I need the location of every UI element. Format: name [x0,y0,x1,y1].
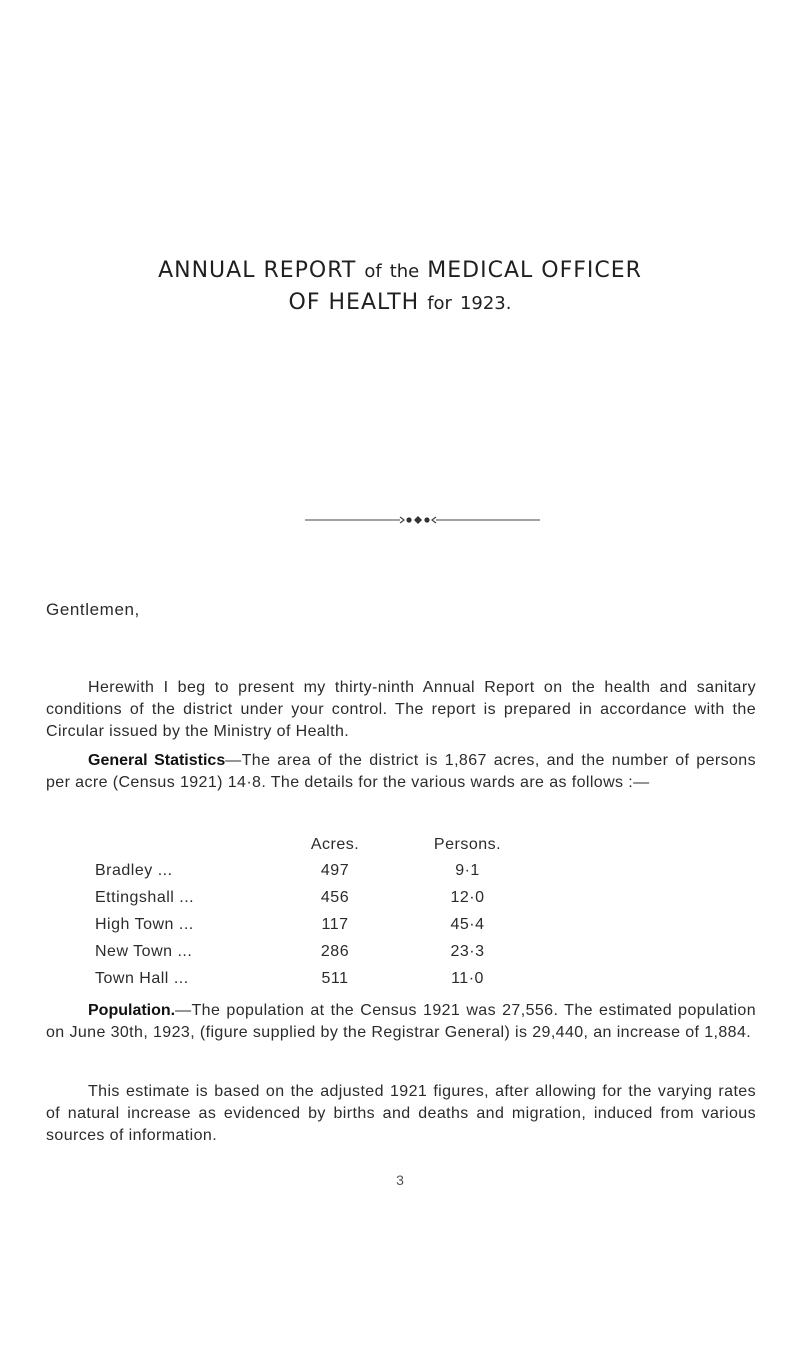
persons-cell: 9·1 [455,861,480,879]
acres-cell: 456 [320,888,350,906]
acres-cell: 117 [321,915,349,933]
acres-cell: 511 [321,969,349,987]
column-header-ward [95,833,280,857]
population-text: —The population at the Census 1921 was 27,556. The estimated population on June 30th, 1923, (figure supplied by the Registrar General) is 29,440, an increase of 1,884. [46,1002,756,1041]
table-row [95,938,545,965]
table-row [95,911,545,938]
table-row [95,857,545,884]
general-statistics-heading: General Statistics [88,752,226,769]
divider-ornament [305,512,540,528]
column-header-acres: Acres. [310,836,360,853]
title-word: 1923. [459,293,512,314]
title-word: of [364,261,382,282]
title-word: OF [288,290,321,315]
salutation: Gentlemen, [46,600,140,619]
persons-cell: 45·4 [450,915,485,933]
title-word: HEALTH [328,290,420,315]
intro-text: Herewith I beg to present my thirty-ninth Annual Report on the health and sanitary conditions of the district under your control. The report is prepared in accordance with the Circular issued by the Ministry of Health. [46,679,756,740]
population-paragraph [46,1000,756,1044]
estimate-text: This estimate is based on the adjusted 1921 figures, after allowing for the varying rates of natural increase as evidenced by births and deaths and migration, induced from various sources of information. [46,1083,756,1144]
ward-name-cell: Town Hall ... [95,969,189,987]
page-number: 3 [396,1172,404,1188]
title-word: MEDICAL [427,258,534,283]
acres-cell: 286 [320,942,350,960]
estimate-paragraph [46,1081,756,1147]
table-header-row [95,833,545,857]
ward-name-cell: New Town ... [95,942,193,960]
column-header-persons: Persons. [433,836,502,853]
general-statistics-text: —The area of the district is 1,867 acres, and the number of persons per acre (Census 1921) 14·8. The details for the various wards are as follows :— [46,752,757,791]
title-word: ANNUAL [158,258,256,283]
general-statistics-paragraph [46,750,756,794]
ward-name-cell: Bradley ... [95,861,173,879]
table-row [95,884,545,911]
ward-name-cell: High Town ... [95,915,194,933]
title-word: OFFICER [541,258,642,283]
title-word: the [389,261,420,282]
title-word: for [427,293,452,314]
ward-name-cell: Ettingshall ... [95,888,195,906]
report-title-line-1 [0,258,800,283]
report-title-line-2 [0,290,800,315]
population-heading: Population. [88,1002,176,1019]
persons-cell: 12·0 [450,888,485,906]
ward-table [95,833,545,992]
persons-cell: 23·3 [450,942,485,960]
intro-paragraph [46,677,756,743]
acres-cell: 497 [320,861,350,879]
persons-cell: 11·0 [451,969,484,987]
table-row [95,965,545,992]
title-word: REPORT [263,258,357,283]
